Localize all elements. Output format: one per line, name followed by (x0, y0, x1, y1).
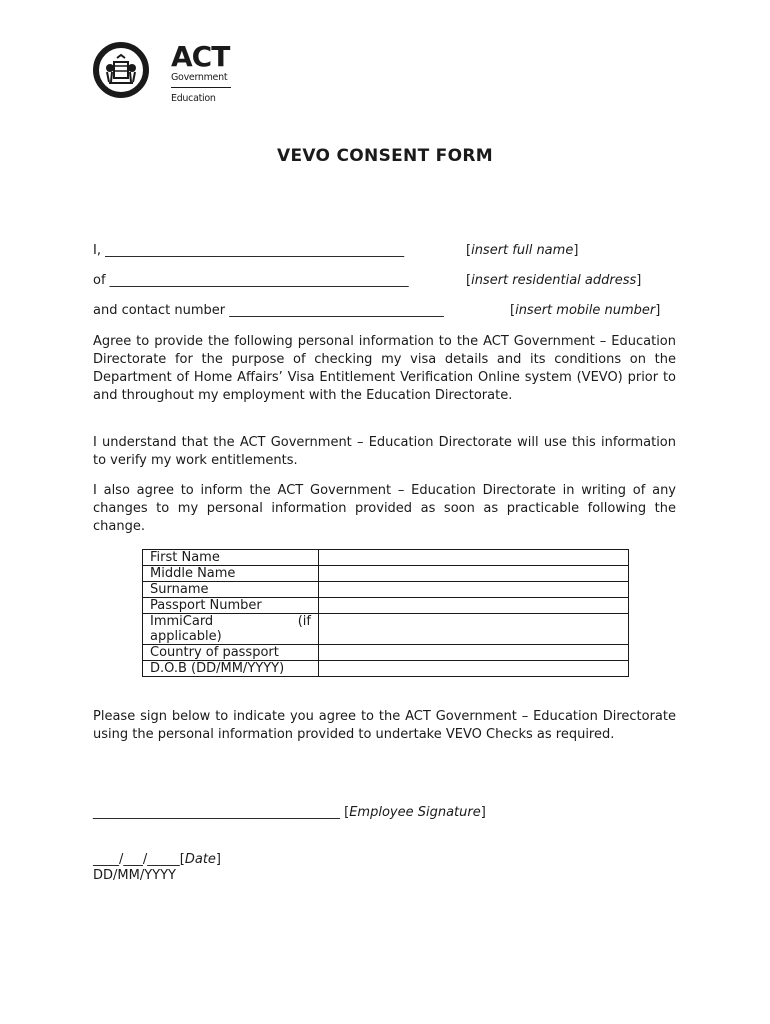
act-government-logo (93, 42, 243, 114)
address-hint: [insert residential address] (466, 273, 642, 288)
passport-number-label: Passport Number (143, 598, 319, 614)
full-name-field[interactable] (93, 243, 676, 261)
table-row (143, 566, 629, 582)
signature-field[interactable]: ______________________________________ [Employee Signature] (93, 805, 486, 820)
mobile-number-field[interactable] (93, 303, 676, 321)
immicard-label-b: (if (297, 614, 311, 629)
surname-input[interactable] (319, 582, 629, 598)
logo-government-text: Government (171, 72, 228, 83)
mobile-number-hint: [insert mobile number] (510, 303, 661, 318)
table-row (143, 614, 629, 645)
inform-paragraph: I also agree to inform the ACT Government – Education Directorate in writing of any changes to my personal information provided as soon as practicable following the change. (93, 483, 676, 534)
table-row (143, 661, 629, 677)
table-row (143, 582, 629, 598)
signature-line[interactable]: ______________________________________ (93, 805, 340, 820)
table-row (143, 550, 629, 566)
full-name-hint: [insert full name] (466, 243, 579, 258)
logo-act-text: ACT (171, 40, 230, 73)
agree-paragraph: Agree to provide the following personal information to the ACT Government – Education Directorate for the purpose of checking my visa details and its conditions on the Department of Home Affairs’ Visa Entitlement Verification Online system (VEVO) prior to and throughout my employment with the Education Directorate. (93, 334, 676, 403)
immicard-input[interactable] (319, 614, 629, 645)
passport-number-input[interactable] (319, 598, 629, 614)
table-row (143, 645, 629, 661)
dob-label: D.O.B (DD/MM/YYYY) (143, 661, 319, 677)
personal-info-table (142, 549, 629, 677)
logo-divider (171, 87, 231, 88)
middle-name-input[interactable] (319, 566, 629, 582)
signature-hint: Employee Signature (349, 805, 481, 820)
date-line[interactable]: ____/___/_____ (93, 852, 180, 867)
date-field[interactable]: ____/___/_____[Date] (93, 852, 221, 867)
table-row (143, 598, 629, 614)
coat-of-arms-icon (93, 42, 149, 98)
mobile-number-line[interactable]: and contact number _________________________________ (93, 303, 444, 318)
country-of-passport-label: Country of passport (143, 645, 319, 661)
date-hint: Date (184, 852, 216, 867)
date-format: DD/MM/YYYY (93, 868, 176, 883)
understand-paragraph: I understand that the ACT Government – Education Directorate will use this information to verify my work entitlements. (93, 435, 676, 468)
surname-label: Surname (143, 582, 319, 598)
address-line[interactable]: of ______________________________________________ (93, 273, 409, 288)
immicard-label-c: applicable) (150, 629, 222, 644)
dob-input[interactable] (319, 661, 629, 677)
address-field[interactable] (93, 273, 676, 291)
first-name-label: First Name (143, 550, 319, 566)
logo-education-text: Education (171, 93, 216, 104)
full-name-line[interactable]: I, ______________________________________________ (93, 243, 405, 258)
country-of-passport-input[interactable] (319, 645, 629, 661)
immicard-label (143, 614, 319, 645)
sign-instruction-paragraph: Please sign below to indicate you agree to the ACT Government – Education Directorate using the personal information provided to undertake VEVO Checks as required. (93, 709, 676, 742)
first-name-input[interactable] (319, 550, 629, 566)
page-title: VEVO CONSENT FORM (277, 146, 493, 166)
immicard-label-a: ImmiCard (150, 614, 214, 629)
middle-name-label: Middle Name (143, 566, 319, 582)
